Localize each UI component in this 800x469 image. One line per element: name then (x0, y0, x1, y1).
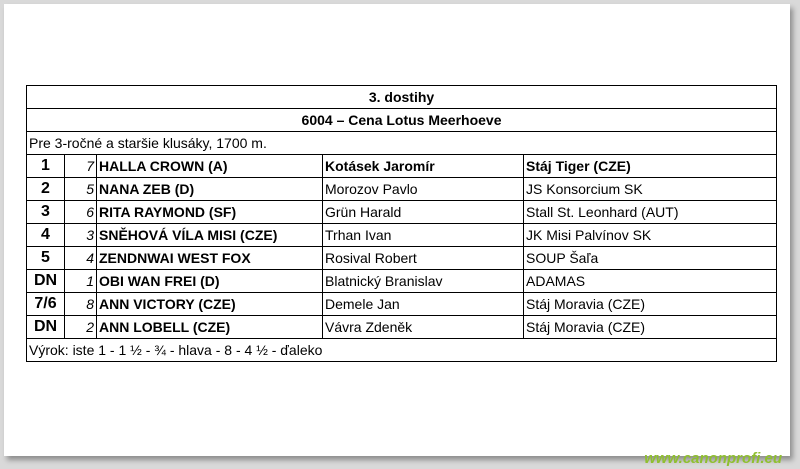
driver-cell: Rosival Robert (323, 247, 524, 270)
start-number-cell: 5 (65, 178, 97, 201)
stable-cell: ADAMAS (524, 270, 777, 293)
place-cell: DN (27, 270, 65, 293)
driver-cell: Kotásek Jaromír (323, 155, 524, 178)
driver-cell: Demele Jan (323, 293, 524, 316)
driver-cell: Blatnický Branislav (323, 270, 524, 293)
result-summary: Výrok: iste 1 - 1 ½ - ¾ - hlava - 8 - 4 ½ - ďaleko (27, 339, 777, 362)
place-cell: 4 (27, 224, 65, 247)
race-number-title: 3. dostihy (27, 86, 777, 109)
stable-cell: Stall St. Leonhard (AUT) (524, 201, 777, 224)
driver-cell: Grün Harald (323, 201, 524, 224)
race-title-row (27, 86, 777, 109)
table-row (27, 224, 777, 247)
horse-cell: HALLA CROWN (A) (97, 155, 323, 178)
stable-cell: JS Konsorcium SK (524, 178, 777, 201)
race-conditions: Pre 3-ročné a staršie klusáky, 1700 m. (27, 132, 777, 155)
stable-cell: Stáj Tiger (CZE) (524, 155, 777, 178)
stable-cell: JK Misi Palvínov SK (524, 224, 777, 247)
stable-cell: Stáj Moravia (CZE) (524, 293, 777, 316)
start-number-cell: 8 (65, 293, 97, 316)
horse-cell: OBI WAN FREI (D) (97, 270, 323, 293)
table-row (27, 201, 777, 224)
place-cell: 3 (27, 201, 65, 224)
race-name-row (27, 109, 777, 132)
start-number-cell: 3 (65, 224, 97, 247)
race-conditions-row (27, 132, 777, 155)
start-number-cell: 1 (65, 270, 97, 293)
start-number-cell: 7 (65, 155, 97, 178)
horse-cell: ANN VICTORY (CZE) (97, 293, 323, 316)
driver-cell: Morozov Pavlo (323, 178, 524, 201)
place-cell: 7/6 (27, 293, 65, 316)
table-row (27, 316, 777, 339)
site-watermark: www.canonprofi.eu (644, 450, 782, 467)
table-row (27, 247, 777, 270)
table-row (27, 178, 777, 201)
document-page (4, 4, 790, 456)
place-cell: 1 (27, 155, 65, 178)
horse-cell: ANN LOBELL (CZE) (97, 316, 323, 339)
race-results-table (26, 85, 777, 362)
start-number-cell: 4 (65, 247, 97, 270)
horse-cell: ZENDNWAI WEST FOX (97, 247, 323, 270)
start-number-cell: 6 (65, 201, 97, 224)
horse-cell: RITA RAYMOND (SF) (97, 201, 323, 224)
driver-cell: Trhan Ivan (323, 224, 524, 247)
place-cell: 5 (27, 247, 65, 270)
table-row (27, 270, 777, 293)
race-name: 6004 – Cena Lotus Meerhoeve (27, 109, 777, 132)
stable-cell: SOUP Šaľa (524, 247, 777, 270)
driver-cell: Vávra Zdeněk (323, 316, 524, 339)
start-number-cell: 2 (65, 316, 97, 339)
place-cell: DN (27, 316, 65, 339)
stable-cell: Stáj Moravia (CZE) (524, 316, 777, 339)
table-row (27, 155, 777, 178)
result-summary-row (27, 339, 777, 362)
place-cell: 2 (27, 178, 65, 201)
horse-cell: NANA ZEB (D) (97, 178, 323, 201)
horse-cell: SNĚHOVÁ VÍLA MISI (CZE) (97, 224, 323, 247)
table-row (27, 293, 777, 316)
